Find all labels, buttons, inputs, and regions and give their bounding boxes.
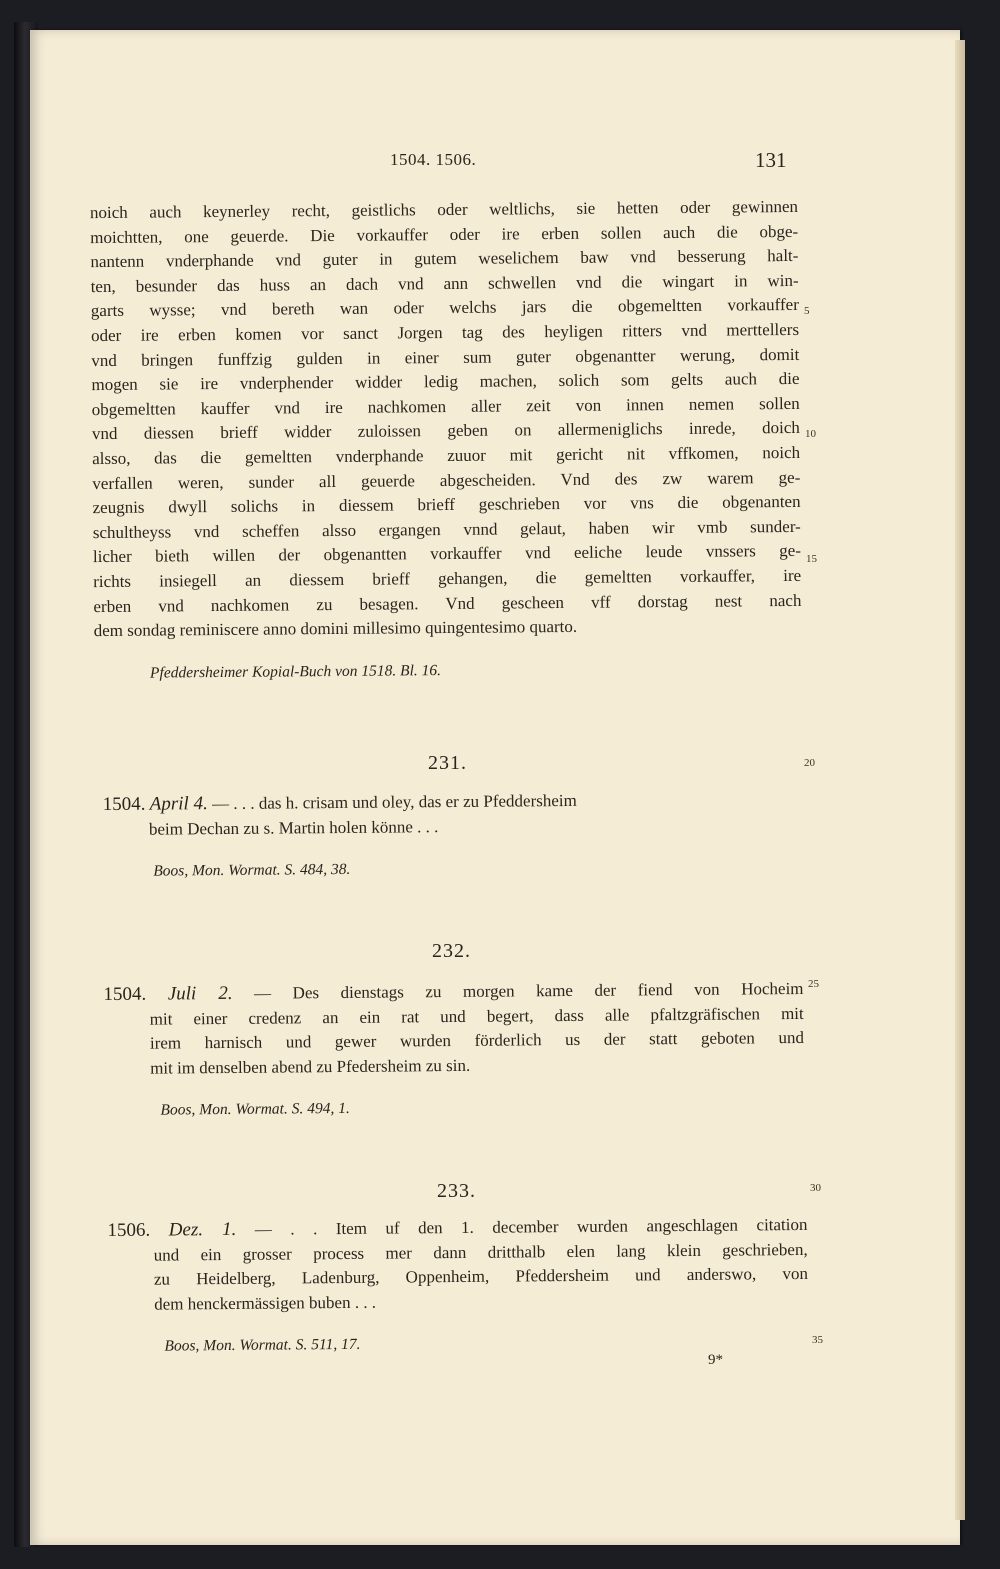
text-line: vnd bringen funffzig gulden in einer sum guter obgenantter werung, domit [91, 344, 800, 370]
entry-year: 1504. [103, 983, 147, 1006]
source-citation: Boos, Mon. Wormat. S. 484, 38. [153, 861, 351, 880]
text-line: moichtten, one geuerde. Die vorkauffer oder ire erben sollen auch die obge- [90, 221, 799, 247]
text-line: vnd diessen brieff widder zuloissen geben on allermeniglichs inrede, doich [91, 418, 800, 444]
entry-text: und ein grosser process mer dann dritthalb elen lang klein geschrieben, [153, 1239, 808, 1265]
entry-year: 1506. [107, 1219, 151, 1242]
running-head: 1504. 1506. [390, 150, 477, 169]
page-number: 131 [755, 148, 787, 172]
page-edge [955, 40, 965, 1520]
entry-number: 233. [437, 1180, 476, 1202]
entry-text: dem henckermässigen buben . . . [154, 1292, 377, 1314]
text-line: obgemeltten kauffer vnd ire nachkomen aller zeit von innen nemen sollen [91, 393, 800, 419]
text-line: schultheyss vnd scheffen alsso ergangen vnnd gelaut, haben wir vmb sunder- [92, 516, 801, 542]
entry-date: Juli 2. [167, 982, 233, 1005]
entry-233 [107, 1213, 808, 1360]
text-line: erben vnd nachkomen zu besagen. Vnd gescheen vff dorstag nest nach [93, 590, 802, 616]
text-line: ten, besunder das huss an dach vnd ann schwellen vnd die wingart in win- [90, 270, 799, 296]
text-line: richts insiegell an diessem brieff gehangen, die gemeltten vorkauffer, ire [93, 565, 802, 591]
entry-date: Dez. 1. [168, 1218, 237, 1241]
line-number: 30 [810, 1182, 821, 1194]
entry-text: — . . . das h. crisam und oley, das er zu Pfeddersheim [211, 790, 577, 814]
signature-mark: 9* [708, 1352, 723, 1368]
source-citation: Boos, Mon. Wormat. S. 511, 17. [164, 1336, 361, 1355]
source-citation: Boos, Mon. Wormat. S. 494, 1. [160, 1100, 350, 1119]
line-number: 10 [805, 428, 816, 440]
entry-text: — Des dienstags zu morgen kame der fiend von Hocheim [254, 978, 804, 1003]
text-line: garts wysse; vnd bereth wan oder welchs jars die obgemeltten vorkauffer [90, 295, 799, 321]
text-line: dem sondag reminiscere anno domini millesimo quingentesimo quarto. [93, 616, 578, 641]
line-number: 5 [804, 305, 810, 317]
text-line: zeugnis dwyll solichs in diessem brieff geschrieben vor vns die obgenanten [92, 492, 801, 518]
entry-232 [103, 977, 804, 1124]
entry-text: beim Dechan zu s. Martin holen könne . . . [148, 816, 439, 839]
entry-number: 232. [432, 940, 471, 962]
text-line: noich auch keynerley recht, geistlichs oder weltlichs, sie hetten oder gewinnen [89, 196, 799, 223]
text-line: nantenn vnderphande vnd guter in gutem weselichem baw vnd besserung halt- [90, 246, 799, 272]
text-line: alsso, das die gemeltten vnderphande zuuor mit gericht nit vffkomen, noich [92, 442, 801, 469]
entry-number: 231. [428, 752, 467, 774]
entry-date: April 4. [149, 793, 208, 815]
entry-text: mit im denselben abend zu Pfedersheim zu sin. [150, 1055, 471, 1078]
continuation-text [90, 195, 802, 686]
line-number: 25 [808, 978, 819, 990]
line-number: 35 [812, 1334, 823, 1346]
entry-text: — . . Item uf den 1. december wurden angeschlagen citation [254, 1214, 808, 1239]
line-number: 20 [804, 757, 815, 769]
text-line: verfallen weren, sunder all geuerde abgescheiden. Vnd des zw warem ge- [92, 467, 801, 493]
text-line: mogen sie ire vnderphender widder ledig machen, solich som gelts auch die [91, 369, 800, 395]
entry-text: irem harnisch und gewer wurden förderlich us der statt geboten und [149, 1028, 804, 1053]
entry-231 [103, 787, 804, 885]
entry-year: 1504. [102, 793, 146, 816]
text-line: licher bieth willen der obgenantten vorkauffer vnd eeliche leude vnssers ge- [92, 541, 802, 567]
entry-text: zu Heidelberg, Ladenburg, Oppenheim, Pfeddersheim und anderswo, von [153, 1264, 808, 1289]
source-citation: Pfeddersheimer Kopial-Buch von 1518. Bl. 16. [149, 661, 442, 682]
text-line: oder ire erben komen vor sanct Jorgen tag des heyligen ritters vnd merttellers [90, 319, 800, 346]
line-number: 15 [806, 553, 817, 565]
entry-text: mit einer credenz an ein rat und begert, dass alle pfaltzgräfischen mit [149, 1003, 804, 1029]
